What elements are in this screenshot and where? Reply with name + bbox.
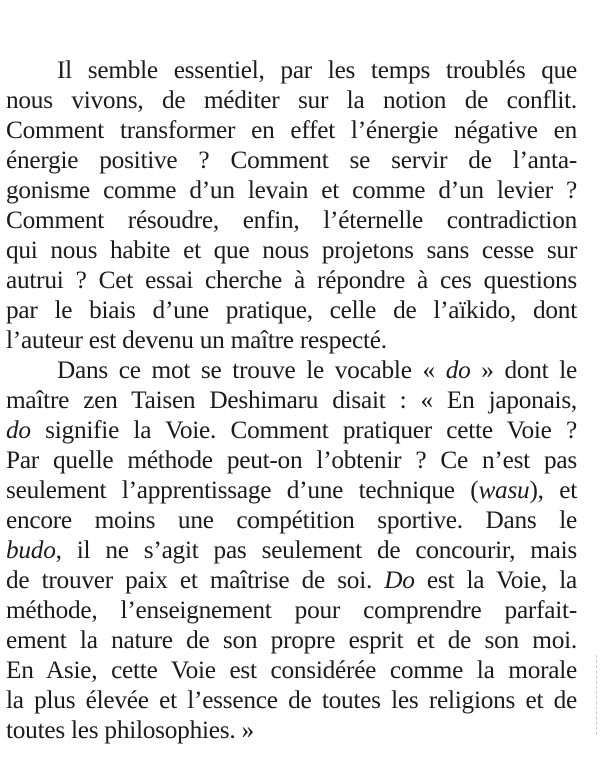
text-line: seulement l’apprentissage d’une technique (wasu), et <box>6 476 577 504</box>
text-line: Dans ce mot se trouve le vocable « do » dont le <box>57 356 578 384</box>
text-line: do signifie la Voie. Comment pratiquer cette Voie ? <box>6 416 577 444</box>
text-line: énergie positive ? Comment se servir de l’anta- <box>6 146 577 174</box>
text-line: En Asie, cette Voie est considérée comme la morale <box>6 656 577 684</box>
text-line: nous vivons, de méditer sur la notion de conflit. <box>6 86 577 114</box>
text-line: maître zen Taisen Deshimaru disait : « En japonais, <box>6 386 577 414</box>
text-line: de trouver paix et maîtrise de soi. Do est la Voie, la <box>6 566 577 594</box>
text-line: gonisme comme d’un levain et comme d’un levier ? <box>6 176 577 204</box>
text-line: Par quelle méthode peut-on l’obtenir ? Ce n’est pas <box>6 446 577 474</box>
text-line: autrui ? Cet essai cherche à répondre à ces questions <box>6 266 577 294</box>
text-line: Comment transformer en effet l’énergie négative en <box>6 116 577 144</box>
text-line: qui nous habite et que nous projetons sans cesse sur <box>6 236 577 264</box>
text-line: méthode, l’enseignement pour comprendre parfait- <box>6 596 577 624</box>
text-line: Il semble essentiel, par les temps troublés que <box>57 56 577 84</box>
text-line: toutes les philosophies. » <box>6 716 254 744</box>
text-line: l’auteur est devenu un maître respecté. <box>6 326 387 354</box>
text-line: budo, il ne s’agit pas seulement de concourir, mais <box>6 536 577 564</box>
text-line: encore moins une compétition sportive. Dans le <box>6 506 577 534</box>
scan-edge-mark <box>596 655 599 735</box>
text-line: la plus élevée et l’essence de toutes les religions et de <box>6 686 577 714</box>
text-line: Comment résoudre, enfin, l’éternelle contradiction <box>6 206 577 234</box>
text-line: ement la nature de son propre esprit et de son moi. <box>6 626 577 654</box>
text-line: par le biais d’une pratique, celle de l’aïkido, dont <box>6 296 577 324</box>
